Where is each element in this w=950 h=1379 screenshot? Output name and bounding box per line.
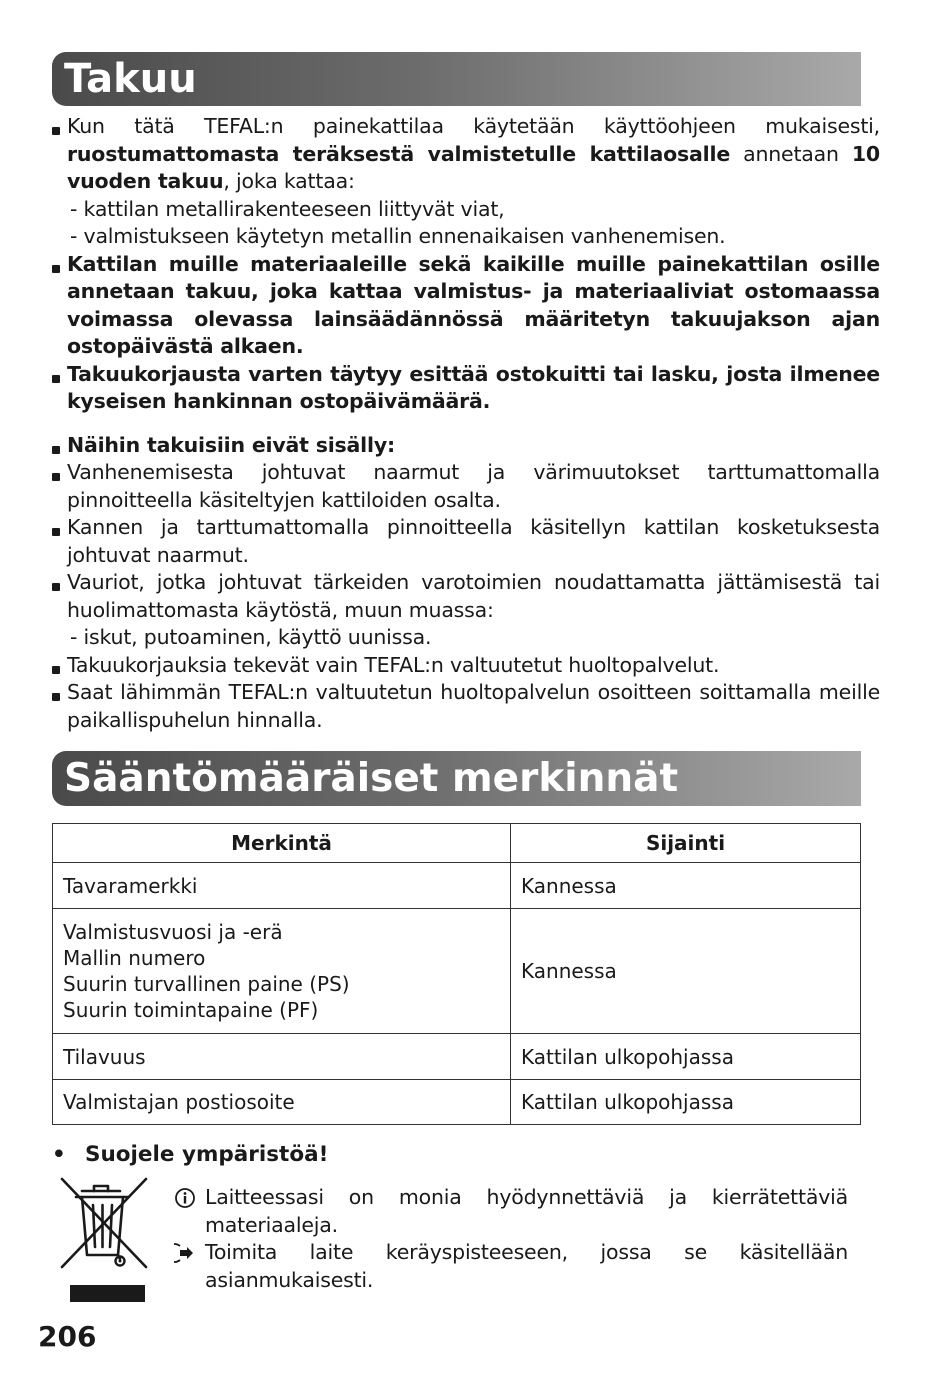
warranty-paragraph: Kattilan muille materiaaleille sekä kaikille muille painekattilan osille annetaan takuu, joka kattaa valmistus- ja materiaaliviat ostomaassa voimassa olevassa lainsäädännössä määritetyn takuujakson ajan ostopäivästä alkaen. (52, 251, 880, 361)
section-title-warranty: Takuu (52, 52, 861, 106)
markings-table (52, 823, 861, 1125)
location-cell: Kannessa (511, 863, 861, 909)
section-title-markings: Sääntömääräiset merkinnät (52, 751, 861, 806)
exclusion-item: Kannen ja tarttumattomalla pinnoitteella käsitellyn kattilan kosketuksesta johtuvat naarmut. (52, 514, 880, 569)
table-row (53, 863, 861, 909)
column-header-location: Sijainti (511, 824, 861, 863)
table-row (53, 1034, 861, 1080)
column-header-marking: Merkintä (53, 824, 511, 863)
page-number: 206 (38, 1320, 97, 1353)
info-circle-icon (174, 1187, 196, 1217)
warranty-text (52, 113, 880, 734)
environment-list (174, 1184, 848, 1294)
table-row (53, 909, 861, 1034)
marking-cell: Tavaramerkki (53, 863, 511, 909)
bullet-dot: • (52, 1142, 66, 1167)
exclusion-item: Vauriot, jotka johtuvat tärkeiden varotoimien noudattamatta jättämisestä tai huolimattomasta käytöstä, muun muassa: (52, 569, 880, 624)
exclusion-item: Vanhenemisesta johtuvat naarmut ja värimuutokset tarttumattomalla pinnoitteella käsiteltyjen kattiloiden osalta. (52, 459, 880, 514)
warranty-dash-item: - kattilan metallirakenteeseen liittyvät viat, (70, 196, 505, 221)
warranty-paragraph: Takuukorjausta varten täytyy esittää ostokuitti tai lasku, josta ilmenee kyseisen hankinnan ostopäivämäärä. (52, 361, 880, 416)
exclusions-heading: Näihin takuisiin eivät sisälly: (52, 432, 880, 460)
marking-cell: Valmistusvuosi ja -erä Mallin numero Suurin turvallinen paine (PS) Suurin toimintapaine (PF) (53, 909, 511, 1034)
environment-item: Laitteessasi on monia hyödynnettäviä ja kierrätettäviä materiaaleja. (174, 1184, 848, 1239)
exclusion-dash-item: - iskut, putoaminen, käyttö uunissa. (70, 625, 432, 649)
environment-item: Toimita laite keräyspisteeseen, jossa se käsitellään asianmukaisesti. (174, 1239, 848, 1294)
service-note: Takuukorjauksia tekevät vain TEFAL:n valtuutetut huoltopalvelut. (52, 652, 880, 680)
service-note: Saat lähimmän TEFAL:n valtuutetun huoltopalvelun osoitteen soittamalla meille paikallispuhelun hinnalla. (52, 679, 880, 734)
crossed-out-wheelie-bin-icon (58, 1175, 152, 1307)
marking-cell: Valmistajan postiosoite (53, 1080, 511, 1125)
table-row (53, 1080, 861, 1125)
table-header-row (53, 824, 861, 863)
marking-cell: Tilavuus (53, 1034, 511, 1080)
location-cell: Kattilan ulkopohjassa (511, 1034, 861, 1080)
environment-heading: • Suojele ympäristöä! (52, 1140, 328, 1170)
warranty-dash-item: - valmistukseen käytetyn metallin ennenaikaisen vanhenemisen. (70, 224, 726, 248)
warranty-paragraph: Kun tätä TEFAL:n painekattilaa käytetään käyttöohjeen mukaisesti, ruostumattomasta teräksestä valmistetulle kattilaosalle annetaan 10 vuoden takuu, joka kattaa: (52, 113, 880, 196)
location-cell: Kattilan ulkopohjassa (511, 1080, 861, 1125)
location-cell: Kannessa (511, 909, 861, 1034)
arrow-right-circle-icon (174, 1242, 196, 1272)
